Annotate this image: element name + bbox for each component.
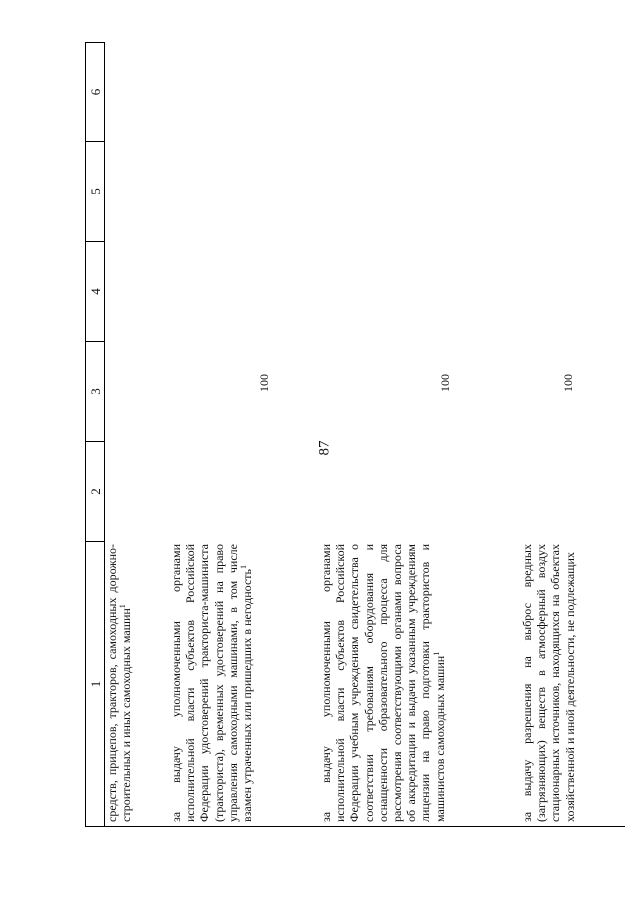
fee-value: 100	[438, 374, 452, 392]
footnote-mark: 1	[239, 565, 249, 569]
header-col-3: 3	[85, 341, 105, 441]
row-text: за выдачу уполномоченными органами исполнительной власти субъектов Российской Федерации удостоверений тракториста-машиниста (тракториста), временных удостоверений на право управления самоходными машинами, в том числе взамен утраченных или пришедших в негодность	[169, 544, 255, 822]
table-row	[169, 544, 254, 822]
fee-value: 100	[561, 374, 575, 392]
header-col-4: 4	[85, 241, 105, 341]
table-row	[319, 544, 447, 822]
rotated-table	[85, 42, 625, 827]
row-text: средств, прицепов, тракторов, самоходных дорожно-строительных и иных самоходных машин	[105, 544, 134, 822]
column-1	[105, 542, 625, 827]
footnote-mark: 1	[431, 651, 441, 656]
table-row	[520, 544, 577, 822]
header-col-6: 6	[85, 42, 105, 141]
header-col-1: 1	[85, 541, 105, 827]
fee-value: 100	[257, 374, 271, 392]
table-row	[105, 544, 133, 822]
footnote-mark: 1	[118, 604, 128, 609]
page-number: 87	[316, 440, 333, 456]
row-text: за выдачу уполномоченными органами исполнительной власти субъектов Российской Федерации учебным учреждениям свидетельства о соответствии требованиям оборудования и оснащенности образовательного процесса для рассмотрения соответствующими органами вопроса об аккредитации и выдачи указанным учреждениям лицензии на право подготовки трактористов и машинистов самоходных машин	[319, 544, 447, 822]
header-col-2: 2	[85, 441, 105, 541]
header-col-5: 5	[85, 141, 105, 241]
row-text: за выдачу разрешения на выброс вредных (загрязняющих) веществ в атмосферный воздух стационарных источников, находящихся на объектах хозяйственной и иной деятельности, не подлежащих	[520, 544, 577, 822]
